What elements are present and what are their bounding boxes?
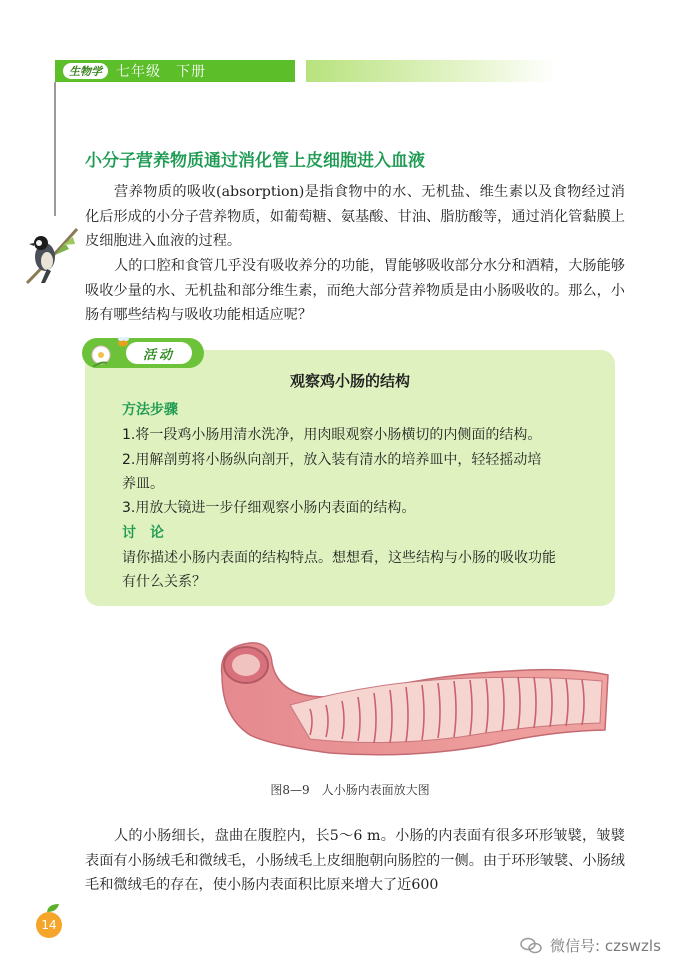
grade-label: 七年级 下册 <box>116 64 206 80</box>
textbook-logo: 生物学 <box>63 63 108 79</box>
wechat-icon <box>520 937 542 955</box>
flower-bee-icon <box>87 333 137 371</box>
header-fade-strip <box>306 60 556 82</box>
bird-illustration <box>25 225 80 285</box>
method-step-3: 3.用放大镜进一步仔细观察小肠内表面的结构。 <box>122 500 416 516</box>
watermark-text: 微信号: czswzls <box>550 937 661 955</box>
method-step-2-line-2: 养皿。 <box>122 476 164 492</box>
discuss-heading: 讨论 <box>122 525 178 541</box>
margin-rule <box>54 82 56 216</box>
method-step-2-line-1: 2.用解剖剪将小肠纵向剖开，放入装有清水的培养皿中，轻轻摇动培 <box>122 452 542 468</box>
paragraph-absorption-definition: 营养物质的吸收(absorption)是指食物中的水、无机盐、维生素以及食物经过消化后形成的小分子营养物质，如葡萄糖、氨基酸、甘油、脂肪酸等，通过消化管黏膜上皮细胞进入血液的过程。 <box>85 184 625 249</box>
figure-caption: 图8—9 人小肠内表面放大图 <box>270 783 430 797</box>
discuss-line-1: 请你描述小肠内表面的结构特点。想想看，这些结构与小肠的吸收功能 <box>122 550 556 566</box>
method-heading: 方法步骤 <box>122 402 178 418</box>
method-step-1: 1.将一段鸡小肠用清水洗净，用肉眼观察小肠横切的内侧面的结构。 <box>122 427 542 443</box>
small-intestine-illustration <box>210 635 610 765</box>
page-number: 14 <box>36 912 62 938</box>
paragraph-small-intestine: 人的小肠细长，盘曲在腹腔内，长5～6 m。小肠的内表面有很多环形皱襞，皱襞表面有小肠绒毛和微绒毛，小肠绒毛上皮细胞朝向肠腔的一侧。由于环形皱襞、小肠绒毛和微绒毛的存在，使小肠内表面积比原来增大了近600 <box>85 828 625 893</box>
activity-title: 观察鸡小肠的结构 <box>289 372 410 390</box>
paragraph-absorption-organs: 人的口腔和食管几乎没有吸收养分的功能，胃能够吸收部分水分和酒精，大肠能够吸收少量的水、无机盐和部分维生素，而绝大部分营养物质是由小肠吸收的。那么，小肠有哪些结构与吸收功能相适应呢？ <box>85 258 625 323</box>
section-heading: 小分子营养物质通过消化管上皮细胞进入血液 <box>85 151 425 171</box>
activity-tab-label: 活动 <box>126 342 192 364</box>
wechat-watermark <box>520 935 661 956</box>
header-bar <box>55 60 295 82</box>
discuss-line-2: 有什么关系？ <box>122 574 206 590</box>
